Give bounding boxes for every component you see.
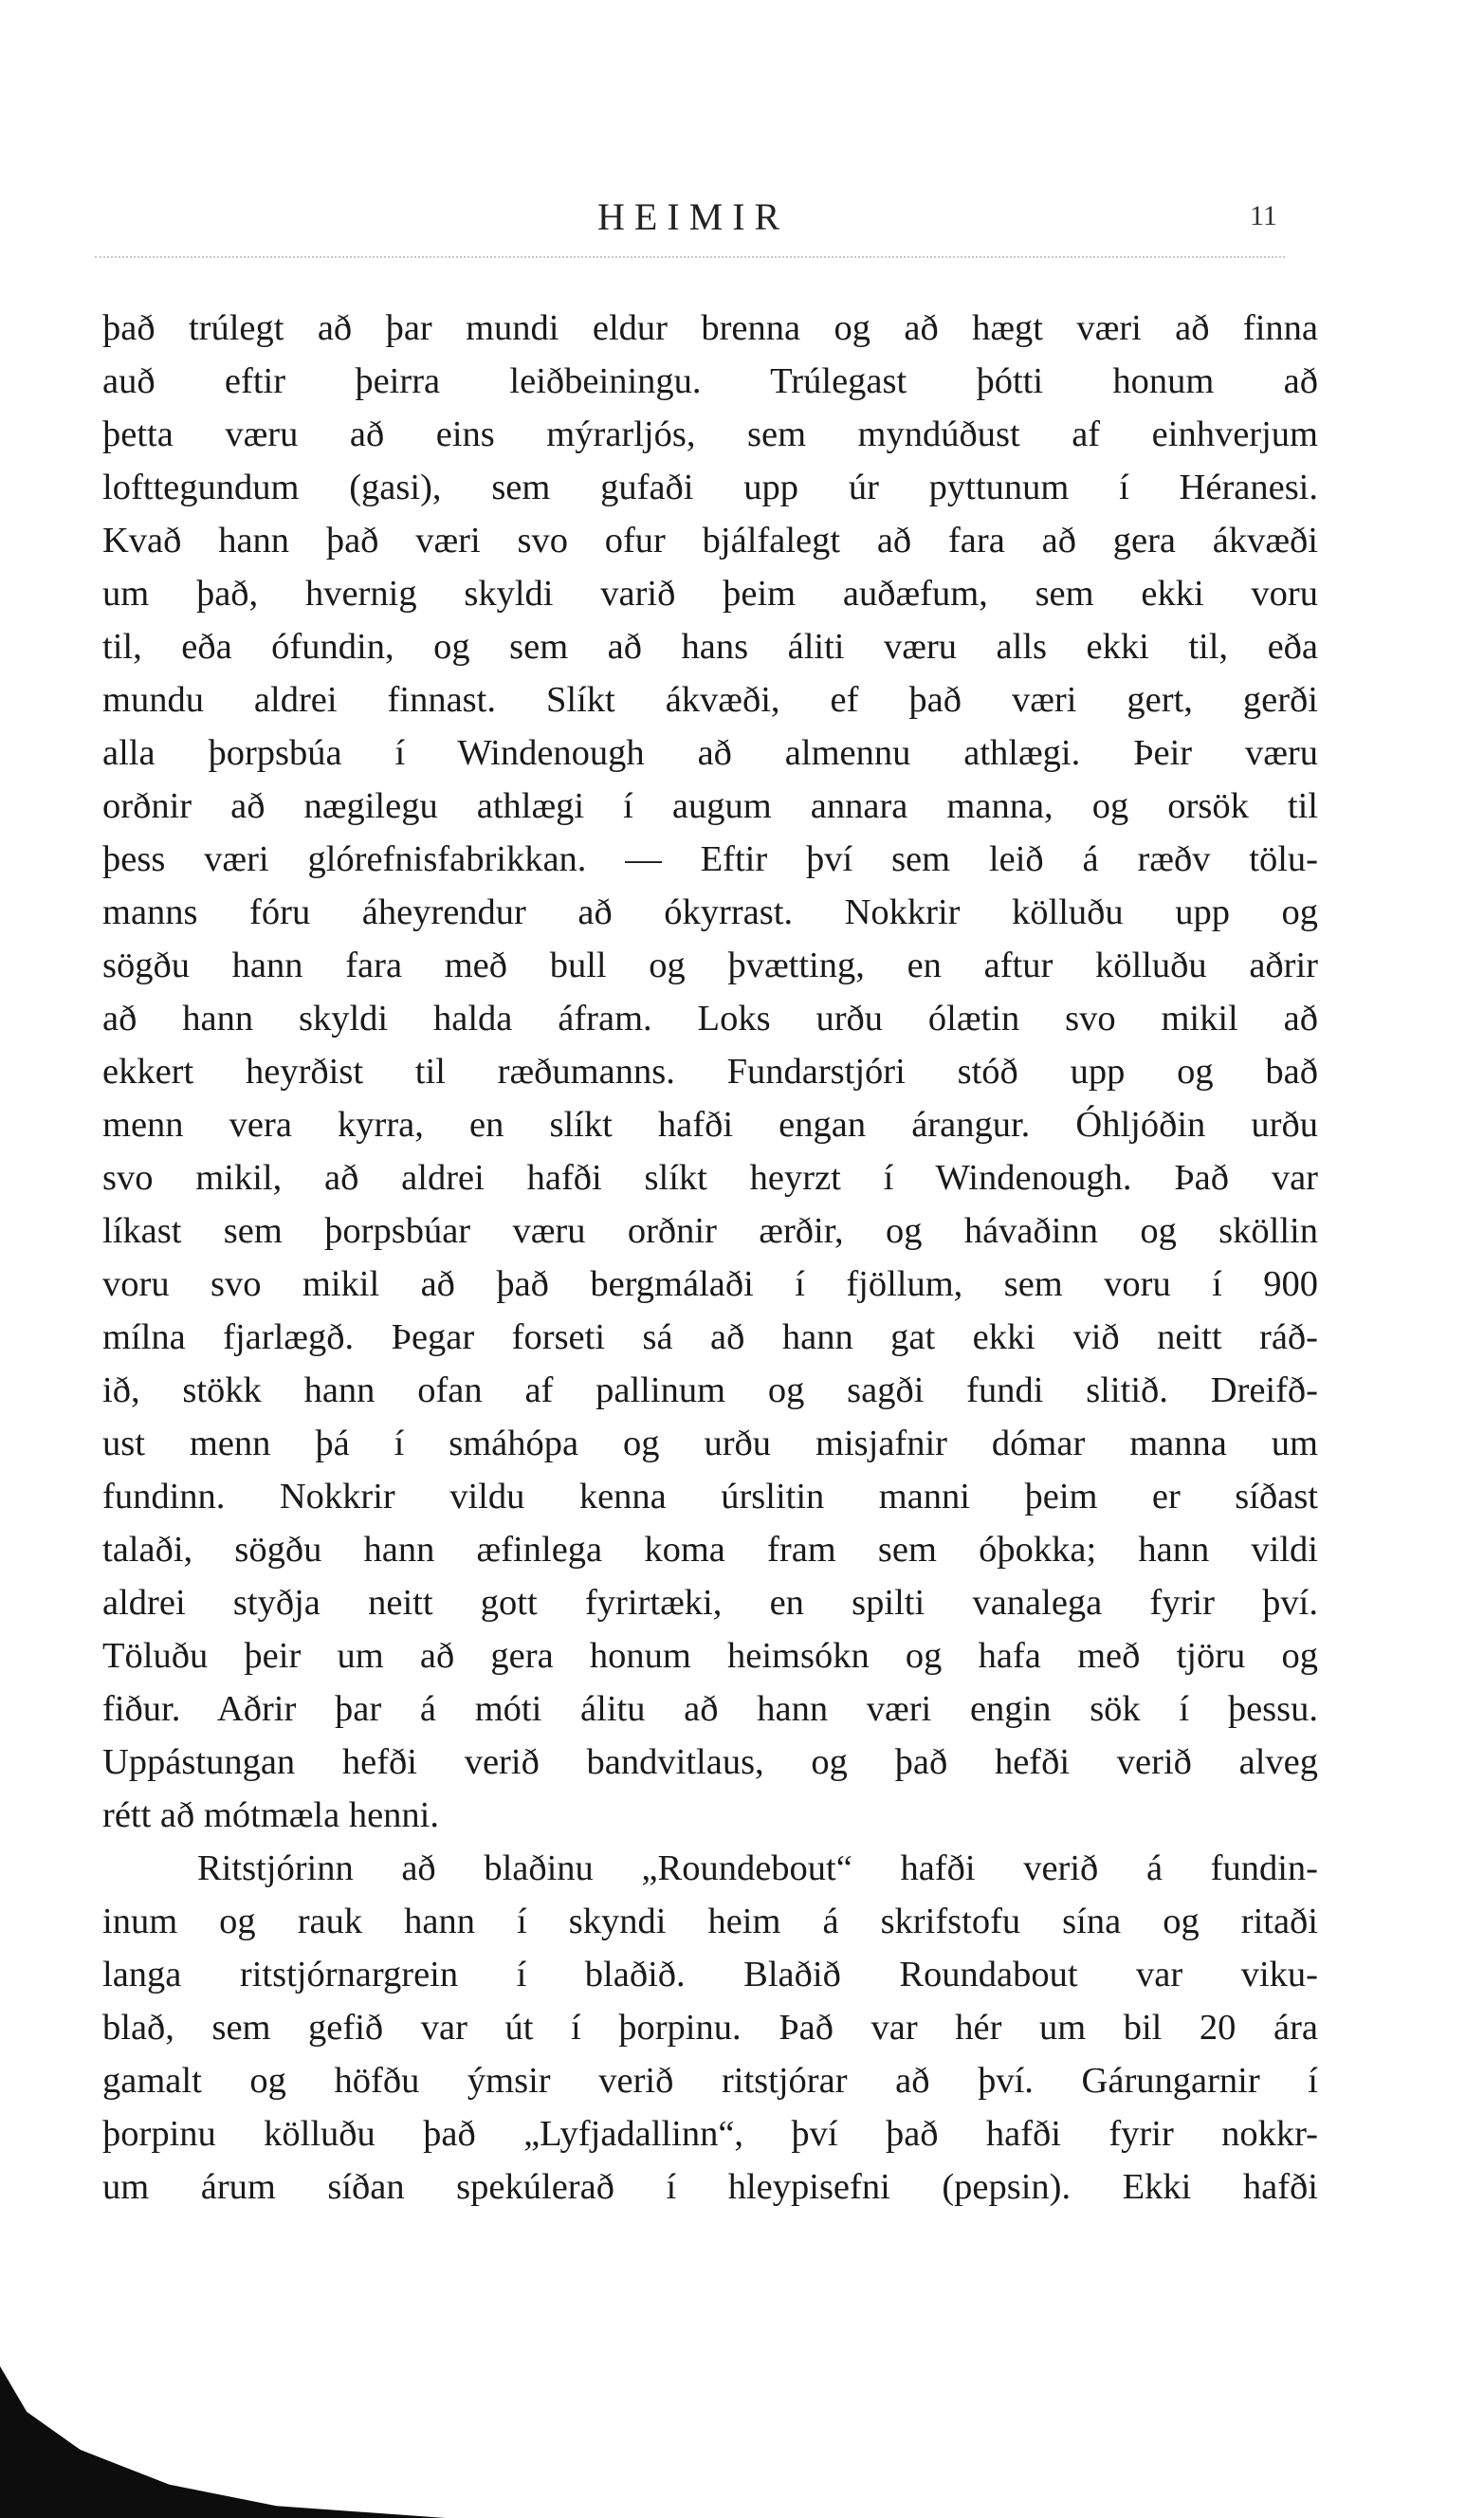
running-head <box>0 194 1484 251</box>
text-line: mílna fjarlægð. Þegar forseti sá að hann gat ekki við neitt ráð- <box>102 1317 1318 1357</box>
text-line: að hann skyldi halda áfram. Loks urðu ólætin svo mikil að <box>102 999 1318 1038</box>
text-line: Uppástungan hefði verið bandvitlaus, og það hefði verið alveg <box>102 1742 1318 1782</box>
running-title: HEIMIR <box>597 195 790 238</box>
text-line: þetta væru að eins mýrarljós, sem myndúðust af einhverjum <box>102 414 1318 454</box>
page-number: 11 <box>1250 200 1277 231</box>
text-line: mundu aldrei finnast. Slíkt ákvæði, ef það væri gert, gerði <box>102 680 1318 720</box>
text-line: Ritstjórinn að blaðinu „Roundebout“ hafði verið á fundin- <box>197 1848 1318 1888</box>
body-text <box>102 302 1318 2214</box>
paragraph <box>102 302 1318 1842</box>
text-line: það trúlegt að þar mundi eldur brenna og að hægt væri að finna <box>102 308 1318 348</box>
paragraph <box>102 1842 1318 2214</box>
text-line: lofttegundum (gasi), sem gufaði upp úr pyttunum í Héranesi. <box>102 468 1318 507</box>
text-line: menn vera kyrra, en slíkt hafði engan árangur. Óhljóðin urðu <box>102 1105 1318 1145</box>
text-line: blað, sem gefið var út í þorpinu. Það var hér um bil 20 ára <box>102 2008 1318 2048</box>
text-line: Töluðu þeir um að gera honum heimsókn og hafa með tjöru og <box>102 1636 1318 1676</box>
text-line: ið, stökk hann ofan af pallinum og sagði fundi slitið. Dreifð- <box>102 1370 1318 1410</box>
text-line: til, eða ófundin, og sem að hans áliti væru alls ekki til, eða <box>102 627 1318 667</box>
text-line: alla þorpsbúa í Windenough að almennu athlægi. Þeir væru <box>102 733 1318 773</box>
text-line: Kvað hann það væri svo ofur bjálfalegt að fara að gera ákvæði <box>102 521 1318 561</box>
binding-shadow <box>0 2366 446 2518</box>
header-rule <box>95 256 1285 258</box>
text-line: manns fóru áheyrendur að ókyrrast. Nokkrir kölluðu upp og <box>102 892 1318 932</box>
text-line: inum og rauk hann í skyndi heim á skrifstofu sína og ritaði <box>102 1902 1318 1941</box>
text-line: svo mikil, að aldrei hafði slíkt heyrzt í Windenough. Það var <box>102 1158 1318 1198</box>
text-line: fiður. Aðrir þar á móti álitu að hann væri engin sök í þessu. <box>102 1689 1318 1729</box>
text-line: orðnir að nægilegu athlægi í augum annara manna, og orsök til <box>102 786 1318 826</box>
text-line: um það, hvernig skyldi varið þeim auðæfum, sem ekki voru <box>102 574 1318 614</box>
text-line: auð eftir þeirra leiðbeiningu. Trúlegast þótti honum að <box>102 361 1318 401</box>
text-line: voru svo mikil að það bergmálaði í fjöllum, sem voru í 900 <box>102 1264 1318 1304</box>
text-line: fundinn. Nokkrir vildu kenna úrslitin manni þeim er síðast <box>102 1477 1318 1516</box>
text-line: líkast sem þorpsbúar væru orðnir ærðir, og hávaðinn og sköllin <box>102 1211 1318 1251</box>
text-line: ust menn þá í smáhópa og urðu misjafnir dómar manna um <box>102 1424 1318 1463</box>
text-line: aldrei styðja neitt gott fyrirtæki, en spilti vanalega fyrir því. <box>102 1583 1318 1623</box>
text-line: ekkert heyrðist til ræðumanns. Fundarstjóri stóð upp og bað <box>102 1052 1318 1092</box>
text-line: talaði, sögðu hann æfinlega koma fram sem óþokka; hann vildi <box>102 1530 1318 1570</box>
text-line: langa ritstjórnargrein í blaðið. Blaðið Roundabout var viku- <box>102 1955 1318 1994</box>
text-line: rétt að mótmæla henni. <box>102 1795 439 1835</box>
text-line: þess væri glórefnisfabrikkan. — Eftir því sem leið á ræðv tölu- <box>102 839 1318 879</box>
text-line: gamalt og höfðu ýmsir verið ritstjórar að því. Gárungarnir í <box>102 2061 1318 2101</box>
text-line: sögðu hann fara með bull og þvætting, en aftur kölluðu aðrir <box>102 946 1318 985</box>
text-line: þorpinu kölluðu það „Lyfjadallinn“, því það hafði fyrir nokkr- <box>102 2114 1318 2154</box>
text-line: um árum síðan spekúlerað í hleypisefni (pepsin). Ekki hafði <box>102 2167 1318 2207</box>
